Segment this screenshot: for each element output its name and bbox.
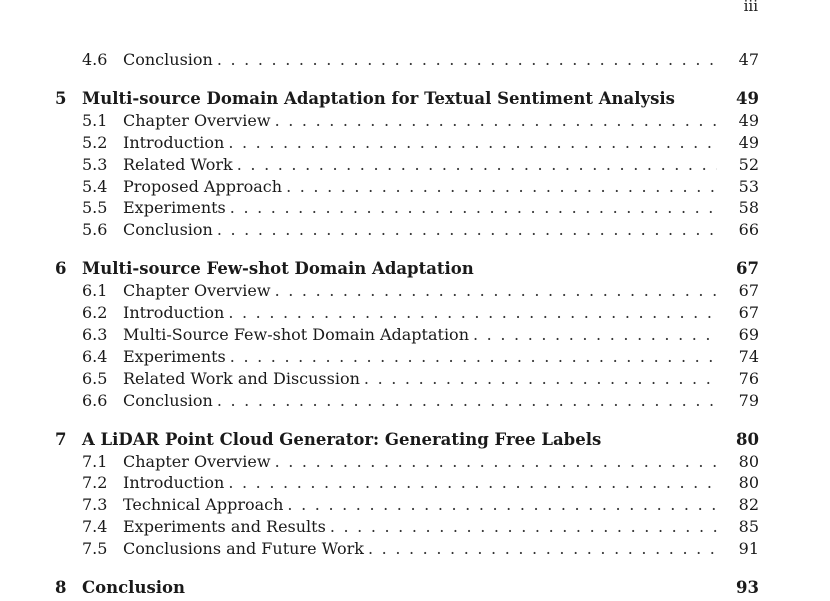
toc-section-7-1[interactable] [55,452,759,474]
section-number: 5.1 [82,110,108,130]
section-page: 66 [738,220,759,240]
section-page: 49 [738,110,759,130]
chapter-page: 80 [736,429,759,449]
section-page: 58 [738,198,759,218]
chapter-title: A LiDAR Point Cloud Generator: Generating Free Labels [82,429,602,449]
page-number: iii [743,0,758,15]
toc-section-5-1[interactable] [55,111,759,133]
section-number: 7.4 [82,517,108,537]
dot-leader [473,325,717,344]
section-title: Introduction [123,132,225,152]
dot-leader [228,303,717,322]
toc-chapter-5[interactable] [55,89,759,111]
toc-chapter-8[interactable] [55,578,759,600]
toc-section-6-5[interactable] [55,369,759,391]
dot-leader [228,133,717,152]
chapter-page: 49 [736,88,759,108]
dot-leader [275,281,717,300]
section-page: 80 [738,451,759,471]
toc-section-7-2[interactable] [55,473,759,495]
section-page: 80 [738,473,759,493]
section-title: Related Work [123,154,233,174]
dot-leader [275,452,717,471]
section-number: 7.1 [82,451,108,471]
section-number: 5.4 [82,176,108,196]
chapter-title: Multi-source Domain Adaptation for Textual Sentiment Analysis [82,88,675,108]
chapter-page: 93 [736,578,759,598]
chapter-number: 6 [55,259,67,279]
section-page: 79 [738,390,759,410]
chapter-number: 7 [55,429,67,449]
section-title: Chapter Overview [123,281,271,301]
section-title: Related Work and Discussion [123,368,360,388]
section-title: Technical Approach [123,495,284,515]
section-number: 5.3 [82,154,108,174]
section-number: 7.3 [82,495,108,515]
section-number: 5.2 [82,132,108,152]
toc-section-5-6[interactable] [55,220,759,242]
toc-section-4-6[interactable] [55,50,759,72]
toc-section-7-4[interactable] [55,517,759,539]
toc-section-5-2[interactable] [55,133,759,155]
section-page: 76 [738,368,759,388]
section-title: Introduction [123,303,225,323]
section-page: 85 [738,517,759,537]
chapter-number: 8 [55,578,67,598]
section-page: 67 [738,303,759,323]
toc-chapter-7[interactable] [55,430,759,452]
dot-leader [364,369,717,388]
section-title: Conclusion [123,220,213,240]
section-number: 6.5 [82,368,108,388]
dot-leader [286,177,717,196]
section-title: Experiments [123,346,226,366]
section-number: 5.6 [82,220,108,240]
section-number: 7.2 [82,473,108,493]
toc-section-6-1[interactable] [55,281,759,303]
section-title: Multi-Source Few-shot Domain Adaptation [123,325,469,345]
toc-section-7-5[interactable] [55,539,759,561]
section-page: 69 [738,325,759,345]
table-of-contents [55,50,759,600]
section-title: Chapter Overview [123,110,271,130]
section-page: 67 [738,281,759,301]
section-page: 82 [738,495,759,515]
section-page: 91 [738,539,759,559]
chapter-title: Conclusion [82,578,186,598]
section-number: 6.2 [82,303,108,323]
section-page: 52 [738,154,759,174]
section-number: 6.6 [82,390,108,410]
section-number: 7.5 [82,539,108,559]
section-page: 53 [738,176,759,196]
section-page: 49 [738,132,759,152]
section-title: Conclusions and Future Work [123,539,364,559]
toc-section-6-2[interactable] [55,303,759,325]
toc-section-6-6[interactable] [55,391,759,413]
dot-leader [368,539,717,558]
section-title: Experiments and Results [123,517,326,537]
section-number: 6.4 [82,346,108,366]
section-title: Introduction [123,473,225,493]
section-title: Chapter Overview [123,451,271,471]
dot-leader [217,391,717,410]
dot-leader [330,517,717,536]
toc-section-5-4[interactable] [55,177,759,199]
section-number: 6.3 [82,325,108,345]
section-page: 47 [738,50,759,69]
chapter-number: 5 [55,88,67,108]
section-title: Conclusion [123,50,213,69]
toc-chapter-6[interactable] [55,259,759,281]
dot-leader [230,347,717,366]
toc-section-7-3[interactable] [55,495,759,517]
section-number: 5.5 [82,198,108,218]
section-title: Experiments [123,198,226,218]
section-title: Proposed Approach [123,176,283,196]
section-title: Conclusion [123,390,213,410]
section-page: 74 [738,346,759,366]
dot-leader [287,495,717,514]
dot-leader [237,155,717,174]
toc-section-6-4[interactable] [55,347,759,369]
toc-section-5-5[interactable] [55,198,759,220]
section-number: 6.1 [82,281,108,301]
dot-leader [230,198,717,217]
section-number: 4.6 [82,50,108,69]
toc-section-6-3[interactable] [55,325,759,347]
toc-section-5-3[interactable] [55,155,759,177]
dot-leader [275,111,717,130]
dot-leader [217,220,717,239]
dot-leader [217,50,717,69]
chapter-title: Multi-source Few-shot Domain Adaptation [82,259,474,279]
dot-leader [228,473,717,492]
chapter-page: 67 [736,259,759,279]
